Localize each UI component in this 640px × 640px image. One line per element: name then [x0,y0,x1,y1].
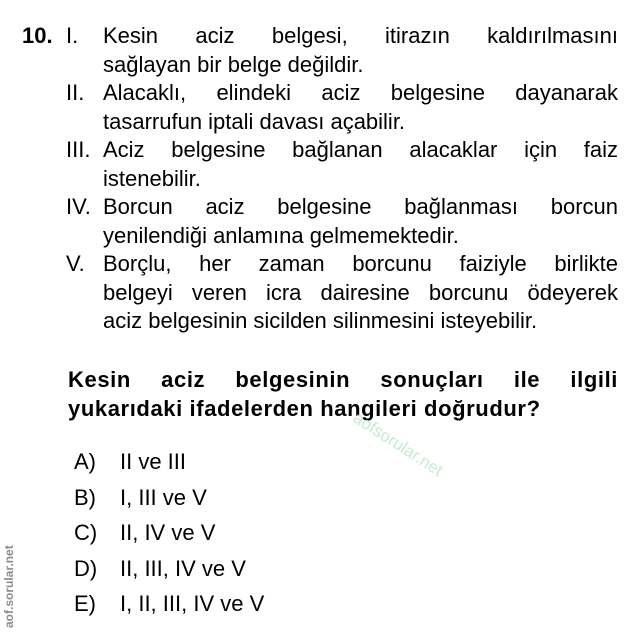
option-text: II ve III [120,449,187,474]
statement-3 [66,136,618,193]
statement-text-line: sağlayan bir belge değildir. [103,51,364,77]
statement-text-line: Aciz belgesine bağlanan alacaklar için faiz [103,137,618,162]
statement-text-line: belgeyi veren icra dairesine borcunu ödeyerek [103,279,618,305]
statement-4 [66,193,618,250]
option-text: II, III, IV ve V [120,555,246,581]
option-text: II, IV ve V [120,520,216,545]
statement-text-line: Alacaklı, elindeki aciz belgesine dayanarak [103,80,618,105]
statement-text-line: tasarrufun iptali davası açabilir. [103,108,406,134]
prompt-line: Kesin aciz belgesinin sonuçları ile ilgili [68,367,618,392]
option-letter: E) [74,591,96,616]
statement-numeral: I. [66,23,79,48]
option-b[interactable] [74,482,264,518]
prompt-line: yukarıdaki ifadelerden hangileri doğrudur? [68,395,541,421]
statement-text-line: yenilendiği anlamına gelmemektedir. [103,222,459,248]
statement-numeral: III. [66,137,91,162]
option-letter: D) [74,555,98,581]
statement-text-line: Borcun aciz belgesine bağlanması borcun [103,194,618,219]
statement-5 [66,250,618,336]
answer-options [74,446,264,624]
option-letter: A) [74,449,96,474]
option-text: I, III ve V [120,484,207,510]
statement-text-line: Kesin aciz belgesi, itirazın kaldırılmasını [103,23,618,48]
option-c[interactable] [74,517,264,553]
statement-text-line: Borçlu, her zaman borcunu faiziyle birlikte [103,251,618,276]
statement-numeral: IV. [66,194,91,219]
statement-list [66,22,618,336]
statement-text-line: aciz belgesinin sicilden silinmesini isteyebilir. [103,308,538,333]
option-text: I, II, III, IV ve V [120,591,265,616]
statement-1 [66,22,618,79]
option-letter: B) [74,484,96,510]
watermark-diagonal: aofsorular.net [349,408,447,481]
option-letter: C) [74,520,98,545]
statement-numeral: II. [66,80,85,105]
question-prompt [68,366,618,423]
option-d[interactable] [74,553,264,589]
option-e[interactable] [74,588,264,624]
statement-numeral: V. [66,251,85,276]
statement-2 [66,79,618,136]
statement-text-line: istenebilir. [103,165,201,191]
question-number: 10. [22,23,53,48]
option-a[interactable] [74,446,264,482]
watermark-side: aof.sorular.net [2,545,16,628]
